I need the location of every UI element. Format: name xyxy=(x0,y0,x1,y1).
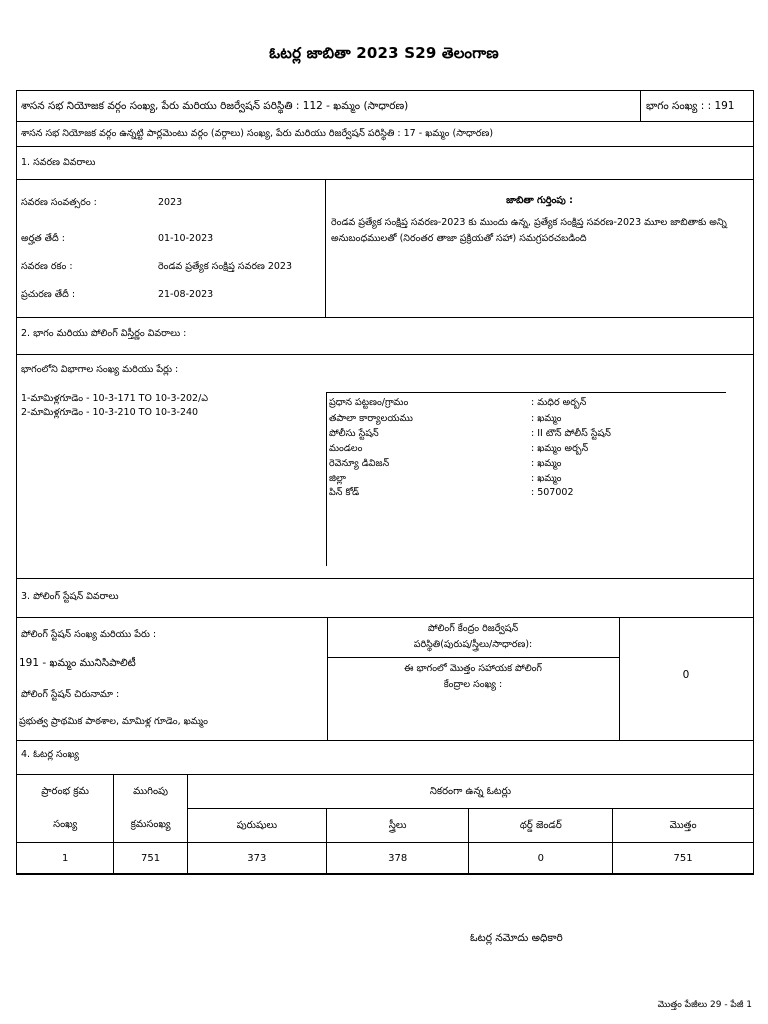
pin-code-value: : 507002 xyxy=(531,487,574,498)
section-item-2: 2-మామిళ్లగూడెం - 10-3-210 TO 10-3-240 xyxy=(21,407,199,418)
publication-date-value: 21-08-2023 xyxy=(158,289,214,300)
list-identity-heading: జాబితా గుర్తింపు : xyxy=(506,195,573,206)
end-serial-header-line2: క్రమసంఖ్య xyxy=(114,809,188,843)
end-serial-value: 751 xyxy=(114,843,188,875)
revision-details-section xyxy=(16,146,754,318)
main-town-label: ప్రధాన పట్టణం/గ్రామం xyxy=(329,397,409,408)
station-name-label: పోలింగ్ స్టేషన్ సంఖ్య మరియు పేరు : xyxy=(21,629,157,640)
list-identity-text: రెండవ ప్రత్యేక సంక్షిప్త సవరణ-2023 కు ముందు ఉన్న, ప్రత్యేక సంక్షిప్త సవరణ-2023 మూల జాబితాకు అన్ని అనుబంధములతో (నిరంతర తాజా ప్రక్రియతో సహా) సమగ్రపరచబడింది xyxy=(331,217,727,244)
female-count: 378 xyxy=(326,843,469,875)
voter-count-table xyxy=(16,774,754,875)
district-label: జిల్లా xyxy=(329,473,346,484)
male-header: పురుషులు xyxy=(187,809,326,843)
polling-station-section xyxy=(16,578,754,741)
registration-officer-signature: ఓటర్ల నమోదు అధికారి xyxy=(470,932,563,944)
revision-year-value: 2023 xyxy=(158,197,183,208)
main-town-value: : మధిర అర్బన్ xyxy=(531,397,587,408)
third-gender-header: థర్డ్ జెండర్ xyxy=(469,809,613,843)
post-office-label: తపాలా కార్యాలయము xyxy=(329,413,413,424)
start-serial-header: ప్రారంభ క్రమ xyxy=(17,775,114,809)
parliament-row xyxy=(16,121,754,147)
revenue-division-value: : ఖమ్మం xyxy=(531,458,562,469)
assembly-row xyxy=(16,90,754,122)
auxiliary-stations-label: ఈ భాగంలో మొత్తం సహాయక పోలింగ్ కేంద్రాల సంఖ్య : xyxy=(404,663,542,690)
publication-date-label: ప్రచురణ తేదీ : xyxy=(21,289,76,300)
total-count: 751 xyxy=(613,843,754,875)
revision-type-label: సవరణ రకం : xyxy=(21,261,73,272)
third-gender-count: 0 xyxy=(469,843,613,875)
qualifying-date-value: 01-10-2023 xyxy=(158,233,214,244)
part-number: భాగం సంఖ్య : : 191 xyxy=(646,100,735,112)
reservation-status-label: పోలింగ్ కేంద్రం రిజర్వేషన్ పరిస్థితి(పురుష/స్త్రీలు/సాధారణ): xyxy=(413,623,533,650)
section-item-1: 1-మామిళ్లగూడెం - 10-3-171 TO 10-3-202/ఎ xyxy=(21,393,209,404)
post-office-value: : ఖమ్మం xyxy=(531,413,562,424)
station-address-label: పోలింగ్ స్టేషన్ చిరునామా : xyxy=(21,689,120,700)
page-title: ఓటర్ల జాబితా 2023 S29 తెలంగాణ xyxy=(269,44,499,62)
section4-heading: 4. ఓటర్ల సంఖ్య xyxy=(21,749,79,760)
total-header: మొత్తం xyxy=(613,809,754,843)
sections-subheading: భాగంలోని విభాగాల సంఖ్య మరియు పేర్లు : xyxy=(21,364,179,375)
qualifying-date-label: అర్హత తేదీ : xyxy=(21,233,65,244)
revenue-division-label: రెవెన్యూ డివిజన్ xyxy=(329,458,390,469)
station-address-value: ప్రభుత్వ ప్రాథమిక పాఠశాల, మామిళ్ల గూడెం, ఖమ్మం xyxy=(19,716,208,727)
parliament-text: శాసన సభ నియోజక వర్గం ఉన్నట్టి పార్లమెంటు వర్గం (వర్గాలు) సంఖ్య, పేరు మరియు రిజర్వేషన్ పరిస్థితి : 17 - ఖమ్మం (సాధారణ) xyxy=(21,128,494,139)
net-voters-header: నికరంగా ఉన్న ఓటర్లు xyxy=(187,775,753,809)
start-serial-header-line2: సంఖ్య xyxy=(17,809,114,843)
police-station-label: పోలీసు స్టేషన్ xyxy=(329,428,379,439)
assembly-text: శాసన సభ నియోజక వర్గం సంఖ్య, పేరు మరియు రిజర్వేషన్ పరిస్థితి : 112 - ఖమ్మం (సాధారణ) xyxy=(21,100,409,112)
female-header: స్త్రీలు xyxy=(326,809,469,843)
voter-count-section xyxy=(16,740,754,874)
section1-heading: 1. సవరణ వివరాలు xyxy=(21,157,96,168)
start-serial-value: 1 xyxy=(17,843,114,875)
mandal-label: మండలం xyxy=(329,443,363,454)
page-footer: మొత్తం పేజీలు 29 - పేజీ 1 xyxy=(657,1000,752,1010)
part-area-section xyxy=(16,317,754,579)
male-count: 373 xyxy=(187,843,326,875)
revision-type-value: రెండవ ప్రత్యేక సంక్షిప్త సవరణ 2023 xyxy=(158,261,293,272)
revision-year-label: సవరణ సంవత్సరం : xyxy=(21,197,97,208)
end-serial-header: ముగింపు xyxy=(114,775,188,809)
auxiliary-stations-value: 0 xyxy=(682,669,690,681)
district-value: : ఖమ్మం xyxy=(531,473,562,484)
section3-heading: 3. పోలింగ్ స్టేషన్ వివరాలు xyxy=(21,591,119,602)
station-name-value: 191 - ఖమ్మం మునిసిపాలిటీ xyxy=(19,657,136,669)
police-station-value: : II టౌన్ పోలీస్ స్టేషన్ xyxy=(531,428,611,439)
mandal-value: : ఖమ్మం అర్బన్ xyxy=(531,443,589,454)
pin-code-label: పిన్ కోడ్ xyxy=(329,487,360,498)
section2-heading: 2. భాగం మరియు పోలింగ్ విస్తీర్ణం వివరాలు : xyxy=(21,328,187,339)
